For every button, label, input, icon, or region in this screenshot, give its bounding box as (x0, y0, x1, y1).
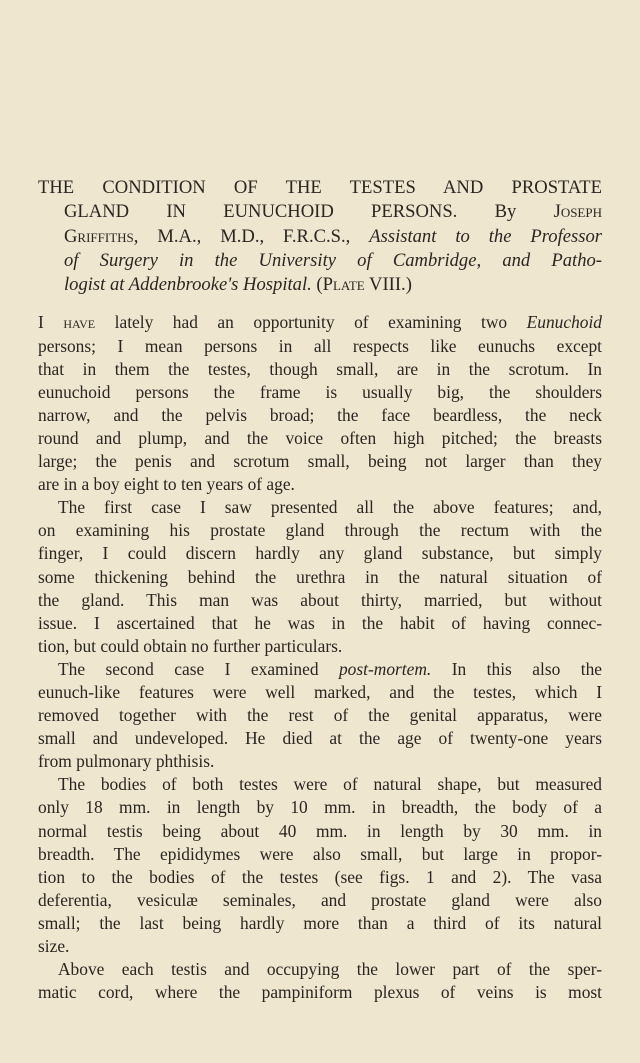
text-line: issue. I ascertained that he was in the habit of having connec- (38, 612, 602, 633)
paragraph (38, 773, 602, 958)
article (38, 176, 602, 1004)
plate-label: Plate (322, 274, 365, 296)
text-line: large; the penis and scrotum small, being not larger than they (38, 451, 602, 472)
paragraph (38, 311, 602, 496)
text-line: narrow, and the pelvis broad; the face beardless, the neck (38, 404, 602, 425)
text-line: Above each testis and occupying the lower part of the sper- (58, 959, 602, 980)
italic-term: Eunuchoid (526, 312, 602, 333)
title-text: GLAND IN EUNUCHOID PERSONS. (64, 201, 458, 223)
text-line: small; the last being hardly more than a third of its natural (38, 912, 602, 933)
title-line-2 (38, 200, 602, 224)
text-line: The bodies of both testes were of natural shape, but measured (58, 774, 602, 795)
text-line: persons; I mean persons in all respects like eunuchs except (38, 335, 602, 356)
text-line: on examining his prostate gland through the rectum with the (38, 520, 602, 541)
text-line: size. (38, 936, 70, 957)
text-line: eunuch-like features were well marked, and the testes, which I (38, 681, 602, 702)
text-line: that in them the testes, though small, are in the scrotum. In (38, 358, 602, 379)
author-position-cont: of Surgery in the University of Cambridge, and Patho- (64, 249, 602, 271)
plate-open: ( (311, 274, 323, 296)
text-line: normal testis being about 40 mm. in length by 30 mm. in (38, 820, 602, 841)
text-line: breadth. The epididymes were also small, but large in propor- (38, 843, 602, 864)
by-label: By (494, 201, 517, 223)
text-line: tion, but could obtain no further particulars. (38, 635, 343, 656)
author-first-name: Joseph (553, 201, 602, 223)
article-title (38, 176, 602, 297)
text-line: some thickening behind the urethra in the natural situation of (38, 566, 602, 587)
title-line-1: THE CONDITION OF THE TESTES AND PROSTATE (38, 177, 602, 198)
title-line-5 (38, 273, 602, 297)
title-line-3 (38, 225, 602, 249)
text-line: round and plump, and the voice often high pitched; the breasts (38, 427, 602, 448)
author-position: Assistant to the Professor (369, 225, 602, 247)
small-caps-word: have (63, 312, 96, 333)
paragraph (38, 496, 602, 658)
author-degrees: , M.A., M.D., F.R.C.S., (133, 225, 370, 247)
text-line: The second case I examined post-mortem. In this also the (58, 658, 602, 679)
text-line: tion to the bodies of the testes (see figs. 1 and 2). The vasa (38, 866, 602, 887)
article-body (38, 311, 602, 1004)
text-line: deferentia, vesiculæ seminales, and prostate gland were also (38, 889, 602, 910)
text-line: only 18 mm. in length by 10 mm. in breadth, the body of a (38, 797, 602, 818)
plate-number: VIII.) (364, 274, 412, 296)
text-line: eunuchoid persons the frame is usually big, the shoulders (38, 381, 602, 402)
paragraph (38, 658, 602, 773)
text-line: finger, I could discern hardly any gland substance, but simply (38, 543, 602, 564)
author-last-name: Griffiths (64, 225, 134, 247)
author-affiliation: logist at Addenbrooke's Hospital. (64, 274, 312, 296)
text-line: removed together with the rest of the genital apparatus, were (38, 705, 602, 726)
text-line: are in a boy eight to ten years of age. (38, 474, 295, 495)
text-line: matic cord, where the pampiniform plexus of veins is most (38, 982, 602, 1003)
text-line: the gland. This man was about thirty, married, but without (38, 589, 602, 610)
italic-term: post-mortem. (338, 658, 432, 679)
title-line-4 (38, 249, 602, 273)
text-line: small and undeveloped. He died at the age of twenty-one years (38, 728, 602, 749)
paragraph (38, 958, 602, 1004)
text-line: from pulmonary phthisis. (38, 751, 215, 772)
text-line: The first case I saw presented all the above features; and, (58, 497, 602, 518)
text-line: I have lately had an opportunity of examining two Eunuchoid (38, 312, 602, 333)
